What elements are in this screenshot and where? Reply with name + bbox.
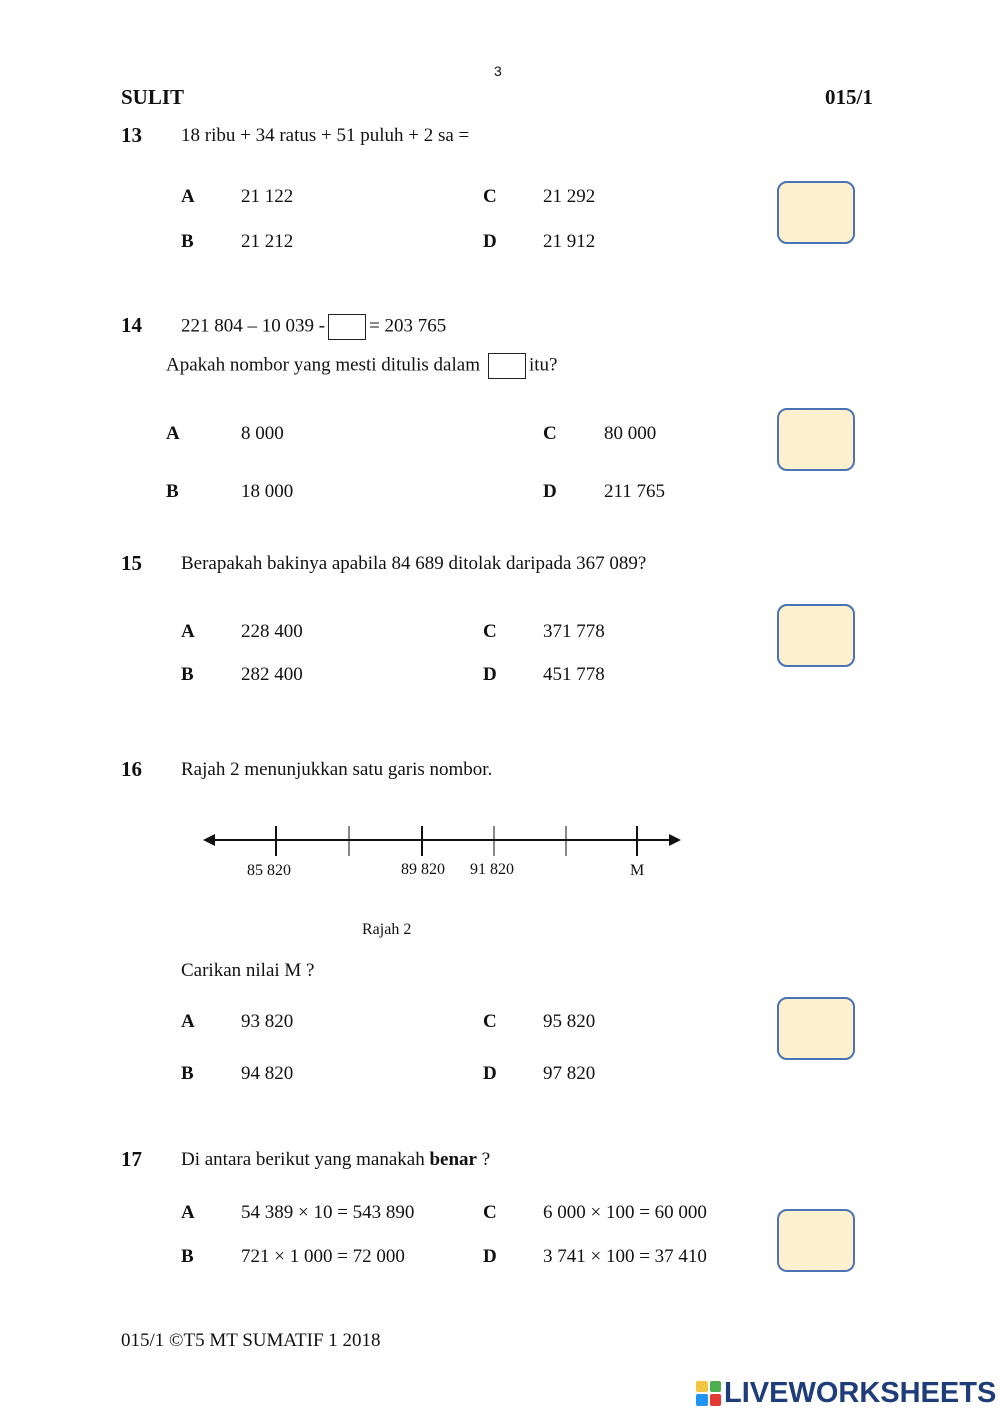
number-line-label: 85 820 — [247, 862, 291, 879]
option-b: 94 820 — [241, 1063, 294, 1084]
question-text: Berapakah bakinya apabila 84 689 ditolak daripada 367 089? — [181, 553, 647, 574]
option-letter-a: A — [181, 1202, 195, 1223]
option-letter-d: D — [483, 664, 497, 685]
option-b: 18 000 — [241, 481, 294, 502]
answer-box-17[interactable] — [777, 1209, 855, 1272]
question-text-end: ? — [481, 1149, 491, 1170]
arrow-right-icon — [669, 834, 681, 846]
option-d: 3 741 × 100 = 37 410 — [543, 1246, 707, 1267]
question-text: Rajah 2 menunjukkan satu garis nombor. — [181, 759, 493, 780]
arrow-left-icon — [203, 834, 215, 846]
option-a: 54 389 × 10 = 543 890 — [241, 1202, 415, 1223]
question-subtext — [166, 353, 557, 379]
option-d: 97 820 — [543, 1063, 596, 1084]
option-letter-a: A — [181, 186, 195, 207]
liveworksheets-logo-icon — [696, 1381, 721, 1406]
option-letter-c: C — [483, 186, 497, 207]
option-c: 95 820 — [543, 1011, 596, 1032]
header-sulit: SULIT — [121, 85, 185, 109]
option-b: 721 × 1 000 = 72 000 — [241, 1246, 405, 1267]
equation-right: = 203 765 — [369, 315, 447, 337]
question-text-plain: Di antara berikut yang manakah — [181, 1149, 425, 1170]
option-c: 80 000 — [604, 423, 657, 444]
question-number: 16 — [121, 757, 142, 781]
option-letter-c: C — [483, 1011, 497, 1032]
option-letter-d: D — [543, 481, 557, 502]
answer-box-16[interactable] — [777, 997, 855, 1060]
question-subtext: Carikan nilai M ? — [181, 960, 315, 981]
answer-box-13[interactable] — [777, 181, 855, 244]
question-number: 14 — [121, 313, 142, 337]
subtext-before: Apakah nombor yang mesti ditulis dalam — [166, 354, 480, 376]
option-letter-c: C — [543, 423, 557, 444]
option-c: 21 292 — [543, 186, 596, 207]
option-letter-b: B — [181, 231, 194, 252]
option-d: 451 778 — [543, 664, 605, 685]
logo-text: LIVEWORKSHEETS — [724, 1376, 997, 1409]
option-d: 211 765 — [604, 481, 666, 502]
option-letter-b: B — [181, 1246, 194, 1267]
option-letter-b: B — [181, 664, 194, 685]
option-b: 21 212 — [241, 231, 294, 252]
option-a: 21 122 — [241, 186, 294, 207]
option-letter-b: B — [181, 1063, 194, 1084]
option-letter-b: B — [166, 481, 179, 502]
option-letter-a: A — [166, 423, 180, 444]
question-number: 13 — [121, 123, 142, 147]
question-text-bold: benar — [429, 1149, 477, 1170]
option-b: 282 400 — [241, 664, 303, 685]
option-letter-c: C — [483, 1202, 497, 1223]
liveworksheets-logo — [696, 1376, 996, 1410]
option-a: 8 000 — [241, 423, 284, 444]
option-a: 93 820 — [241, 1011, 294, 1032]
question-number: 15 — [121, 551, 142, 575]
option-letter-c: C — [483, 621, 497, 642]
blank-box — [488, 353, 526, 379]
option-letter-d: D — [483, 231, 497, 252]
blank-box — [328, 314, 366, 340]
answer-box-14[interactable] — [777, 408, 855, 471]
figure-caption: Rajah 2 — [362, 921, 412, 938]
answer-box-15[interactable] — [777, 604, 855, 667]
option-c: 6 000 × 100 = 60 000 — [543, 1202, 707, 1223]
option-c: 371 778 — [543, 621, 605, 642]
question-text: 18 ribu + 34 ratus + 51 puluh + 2 sa = — [181, 125, 470, 146]
number-line-label: M — [630, 862, 645, 879]
number-line-label: 89 820 — [401, 861, 445, 878]
subtext-after: itu? — [528, 354, 558, 376]
number-line-label: 91 820 — [470, 861, 514, 878]
header-code: 015/1 — [825, 85, 873, 109]
question-number: 17 — [121, 1147, 142, 1171]
option-a: 228 400 — [241, 621, 303, 642]
equation-left: 221 804 – 10 039 - — [181, 315, 326, 337]
footer-text: 015/1 ©T5 MT SUMATIF 1 2018 — [121, 1330, 381, 1351]
option-letter-d: D — [483, 1063, 497, 1084]
question-equation — [181, 314, 446, 340]
option-letter-a: A — [181, 621, 195, 642]
option-letter-d: D — [483, 1246, 497, 1267]
option-d: 21 912 — [543, 231, 596, 252]
page-number: 3 — [494, 63, 502, 79]
question-text — [181, 1149, 490, 1171]
option-letter-a: A — [181, 1011, 195, 1032]
